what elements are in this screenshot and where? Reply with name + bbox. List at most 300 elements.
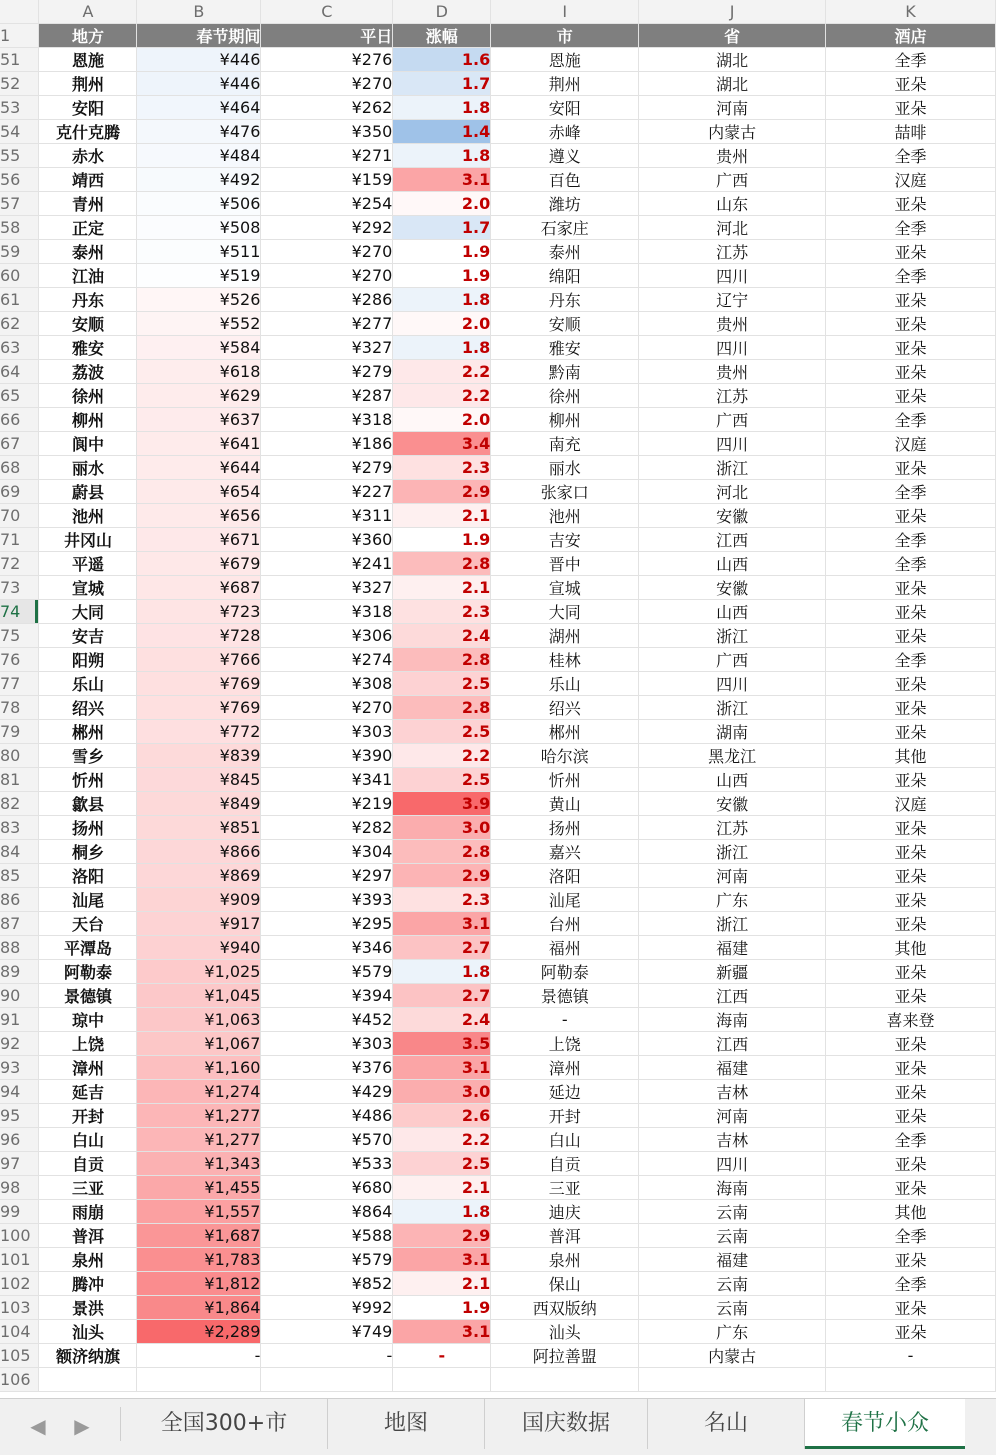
empty-cell[interactable]: [639, 1368, 826, 1392]
province-cell[interactable]: 浙江: [639, 912, 826, 936]
city-cell[interactable]: 乐山: [491, 672, 639, 696]
increase-cell[interactable]: 2.5: [393, 672, 491, 696]
province-cell[interactable]: 浙江: [639, 456, 826, 480]
festival-price-cell[interactable]: ¥446: [137, 72, 261, 96]
festival-price-cell[interactable]: ¥476: [137, 120, 261, 144]
table-row[interactable]: [0, 624, 996, 648]
normal-price-cell[interactable]: ¥318: [261, 600, 393, 624]
table-row[interactable]: [0, 1056, 996, 1080]
province-cell[interactable]: 山西: [639, 600, 826, 624]
row-number[interactable]: 64: [0, 360, 39, 384]
increase-cell[interactable]: 2.2: [393, 744, 491, 768]
increase-cell[interactable]: 2.3: [393, 888, 491, 912]
table-row[interactable]: [0, 1176, 996, 1200]
festival-price-cell[interactable]: ¥584: [137, 336, 261, 360]
place-cell[interactable]: 丹东: [39, 288, 137, 312]
empty-cell[interactable]: [826, 1368, 996, 1392]
row-number[interactable]: 70: [0, 504, 39, 528]
hotel-cell[interactable]: 亚朵: [826, 1032, 996, 1056]
festival-price-cell[interactable]: ¥511: [137, 240, 261, 264]
place-cell[interactable]: 雅安: [39, 336, 137, 360]
hotel-cell[interactable]: 全季: [826, 552, 996, 576]
city-cell[interactable]: 延边: [491, 1080, 639, 1104]
city-cell[interactable]: 扬州: [491, 816, 639, 840]
festival-price-cell[interactable]: ¥1,160: [137, 1056, 261, 1080]
city-cell[interactable]: 西双版纳: [491, 1296, 639, 1320]
normal-price-cell[interactable]: ¥308: [261, 672, 393, 696]
row-number[interactable]: 88: [0, 936, 39, 960]
hotel-cell[interactable]: -: [826, 1344, 996, 1368]
hotel-cell[interactable]: 汉庭: [826, 168, 996, 192]
city-cell[interactable]: 湖州: [491, 624, 639, 648]
row-number[interactable]: 84: [0, 840, 39, 864]
city-cell[interactable]: 张家口: [491, 480, 639, 504]
festival-price-cell[interactable]: ¥464: [137, 96, 261, 120]
column-header-a[interactable]: A: [39, 0, 137, 24]
empty-cell[interactable]: [491, 1368, 639, 1392]
increase-cell[interactable]: 2.6: [393, 1104, 491, 1128]
increase-cell[interactable]: 3.0: [393, 1080, 491, 1104]
city-cell[interactable]: 上饶: [491, 1032, 639, 1056]
empty-cell[interactable]: [261, 1368, 393, 1392]
table-row[interactable]: [0, 48, 996, 72]
normal-price-cell[interactable]: ¥292: [261, 216, 393, 240]
place-cell[interactable]: 三亚: [39, 1176, 137, 1200]
normal-price-cell[interactable]: ¥341: [261, 768, 393, 792]
normal-price-cell[interactable]: ¥227: [261, 480, 393, 504]
table-row[interactable]: [0, 1008, 996, 1032]
festival-price-cell[interactable]: ¥506: [137, 192, 261, 216]
place-cell[interactable]: 恩施: [39, 48, 137, 72]
table-row[interactable]: [0, 888, 996, 912]
normal-price-cell[interactable]: -: [261, 1344, 393, 1368]
increase-cell[interactable]: 2.0: [393, 408, 491, 432]
province-cell[interactable]: 江苏: [639, 240, 826, 264]
row-number[interactable]: 69: [0, 480, 39, 504]
hotel-cell[interactable]: 亚朵: [826, 984, 996, 1008]
table-row[interactable]: [0, 1296, 996, 1320]
place-cell[interactable]: 阳朔: [39, 648, 137, 672]
table-row[interactable]: [0, 552, 996, 576]
table-row[interactable]: [0, 192, 996, 216]
hotel-cell[interactable]: 喆啡: [826, 120, 996, 144]
hotel-cell[interactable]: 亚朵: [826, 672, 996, 696]
header-cell-festival-price[interactable]: 春节期间: [137, 24, 261, 48]
place-cell[interactable]: 荆州: [39, 72, 137, 96]
place-cell[interactable]: 柳州: [39, 408, 137, 432]
table-row[interactable]: [0, 456, 996, 480]
city-cell[interactable]: 丹东: [491, 288, 639, 312]
place-cell[interactable]: 靖西: [39, 168, 137, 192]
province-cell[interactable]: 辽宁: [639, 288, 826, 312]
table-row[interactable]: [0, 576, 996, 600]
table-row[interactable]: [0, 240, 996, 264]
row-number[interactable]: 96: [0, 1128, 39, 1152]
increase-cell[interactable]: 2.8: [393, 648, 491, 672]
hotel-cell[interactable]: 全季: [826, 1224, 996, 1248]
row-number[interactable]: 85: [0, 864, 39, 888]
place-cell[interactable]: 泰州: [39, 240, 137, 264]
hotel-cell[interactable]: 亚朵: [826, 1176, 996, 1200]
festival-price-cell[interactable]: ¥723: [137, 600, 261, 624]
province-cell[interactable]: 广西: [639, 648, 826, 672]
row-number[interactable]: 83: [0, 816, 39, 840]
increase-cell[interactable]: 2.9: [393, 480, 491, 504]
table-row[interactable]: [0, 264, 996, 288]
row-number[interactable]: 56: [0, 168, 39, 192]
hotel-cell[interactable]: 其他: [826, 936, 996, 960]
hotel-cell[interactable]: 亚朵: [826, 720, 996, 744]
festival-price-cell[interactable]: ¥446: [137, 48, 261, 72]
increase-cell[interactable]: 2.7: [393, 936, 491, 960]
normal-price-cell[interactable]: ¥311: [261, 504, 393, 528]
row-number[interactable]: 102: [0, 1272, 39, 1296]
normal-price-cell[interactable]: ¥579: [261, 960, 393, 984]
city-cell[interactable]: 赤峰: [491, 120, 639, 144]
city-cell[interactable]: 吉安: [491, 528, 639, 552]
row-number[interactable]: 1: [0, 24, 39, 48]
place-cell[interactable]: 阿勒泰: [39, 960, 137, 984]
province-cell[interactable]: 福建: [639, 936, 826, 960]
increase-cell[interactable]: 3.1: [393, 912, 491, 936]
tab-spring-festival-niche[interactable]: 春节小众: [805, 1399, 965, 1449]
festival-price-cell[interactable]: ¥849: [137, 792, 261, 816]
city-cell[interactable]: 嘉兴: [491, 840, 639, 864]
place-cell[interactable]: 雨崩: [39, 1200, 137, 1224]
column-header-i[interactable]: I: [491, 0, 639, 24]
scroll-tabs-left-icon[interactable]: ◀: [30, 1414, 46, 1438]
festival-price-cell[interactable]: ¥671: [137, 528, 261, 552]
row-number[interactable]: 65: [0, 384, 39, 408]
city-cell[interactable]: 安顺: [491, 312, 639, 336]
city-cell[interactable]: 大同: [491, 600, 639, 624]
row-number[interactable]: 55: [0, 144, 39, 168]
increase-cell[interactable]: 1.8: [393, 96, 491, 120]
city-cell[interactable]: 石家庄: [491, 216, 639, 240]
province-cell[interactable]: 浙江: [639, 624, 826, 648]
row-number[interactable]: 99: [0, 1200, 39, 1224]
increase-cell[interactable]: 2.2: [393, 360, 491, 384]
province-cell[interactable]: 福建: [639, 1248, 826, 1272]
province-cell[interactable]: 四川: [639, 672, 826, 696]
normal-price-cell[interactable]: ¥376: [261, 1056, 393, 1080]
hotel-cell[interactable]: 全季: [826, 1272, 996, 1296]
increase-cell[interactable]: 1.9: [393, 1296, 491, 1320]
normal-price-cell[interactable]: ¥287: [261, 384, 393, 408]
place-cell[interactable]: 克什克腾: [39, 120, 137, 144]
province-cell[interactable]: 河南: [639, 864, 826, 888]
table-row-empty[interactable]: [0, 1368, 996, 1392]
hotel-cell[interactable]: 亚朵: [826, 840, 996, 864]
row-number[interactable]: 71: [0, 528, 39, 552]
increase-cell[interactable]: 2.8: [393, 552, 491, 576]
place-cell[interactable]: 额济纳旗: [39, 1344, 137, 1368]
province-cell[interactable]: 吉林: [639, 1128, 826, 1152]
row-number[interactable]: 93: [0, 1056, 39, 1080]
increase-cell[interactable]: 2.9: [393, 864, 491, 888]
normal-price-cell[interactable]: ¥276: [261, 48, 393, 72]
increase-cell[interactable]: 3.4: [393, 432, 491, 456]
table-row[interactable]: [0, 816, 996, 840]
province-cell[interactable]: 河南: [639, 1104, 826, 1128]
increase-cell[interactable]: 2.5: [393, 768, 491, 792]
table-row[interactable]: [0, 504, 996, 528]
tab-famous-mountains[interactable]: 名山: [648, 1399, 805, 1449]
increase-cell[interactable]: 1.9: [393, 264, 491, 288]
festival-price-cell[interactable]: ¥637: [137, 408, 261, 432]
place-cell[interactable]: 池州: [39, 504, 137, 528]
hotel-cell[interactable]: 亚朵: [826, 1296, 996, 1320]
row-number[interactable]: 58: [0, 216, 39, 240]
province-cell[interactable]: 贵州: [639, 312, 826, 336]
increase-cell[interactable]: 1.7: [393, 72, 491, 96]
normal-price-cell[interactable]: ¥327: [261, 336, 393, 360]
table-row[interactable]: [0, 1224, 996, 1248]
row-number[interactable]: 105: [0, 1344, 39, 1368]
festival-price-cell[interactable]: ¥766: [137, 648, 261, 672]
normal-price-cell[interactable]: ¥680: [261, 1176, 393, 1200]
city-cell[interactable]: 台州: [491, 912, 639, 936]
place-cell[interactable]: 自贡: [39, 1152, 137, 1176]
hotel-cell[interactable]: 全季: [826, 144, 996, 168]
hotel-cell[interactable]: 亚朵: [826, 288, 996, 312]
table-row[interactable]: [0, 960, 996, 984]
festival-price-cell[interactable]: ¥1,557: [137, 1200, 261, 1224]
city-cell[interactable]: 福州: [491, 936, 639, 960]
place-cell[interactable]: 歙县: [39, 792, 137, 816]
row-number[interactable]: 72: [0, 552, 39, 576]
normal-price-cell[interactable]: ¥304: [261, 840, 393, 864]
festival-price-cell[interactable]: ¥769: [137, 696, 261, 720]
city-cell[interactable]: 汕头: [491, 1320, 639, 1344]
hotel-cell[interactable]: 喜来登: [826, 1008, 996, 1032]
row-number[interactable]: 104: [0, 1320, 39, 1344]
city-cell[interactable]: 黔南: [491, 360, 639, 384]
city-cell[interactable]: 宣城: [491, 576, 639, 600]
hotel-cell[interactable]: 亚朵: [826, 1080, 996, 1104]
table-row[interactable]: [0, 912, 996, 936]
normal-price-cell[interactable]: ¥295: [261, 912, 393, 936]
increase-cell[interactable]: 1.6: [393, 48, 491, 72]
hotel-cell[interactable]: 亚朵: [826, 696, 996, 720]
province-cell[interactable]: 山西: [639, 768, 826, 792]
normal-price-cell[interactable]: ¥346: [261, 936, 393, 960]
place-cell[interactable]: 安顺: [39, 312, 137, 336]
increase-cell[interactable]: 1.8: [393, 960, 491, 984]
hotel-cell[interactable]: 亚朵: [826, 1248, 996, 1272]
row-number[interactable]: 101: [0, 1248, 39, 1272]
city-cell[interactable]: 百色: [491, 168, 639, 192]
row-number[interactable]: 92: [0, 1032, 39, 1056]
festival-price-cell[interactable]: ¥641: [137, 432, 261, 456]
province-cell[interactable]: 吉林: [639, 1080, 826, 1104]
place-cell[interactable]: 延吉: [39, 1080, 137, 1104]
place-cell[interactable]: 上饶: [39, 1032, 137, 1056]
hotel-cell[interactable]: 亚朵: [826, 336, 996, 360]
province-cell[interactable]: 云南: [639, 1224, 826, 1248]
city-cell[interactable]: 安阳: [491, 96, 639, 120]
hotel-cell[interactable]: 亚朵: [826, 912, 996, 936]
increase-cell[interactable]: 2.1: [393, 504, 491, 528]
city-cell[interactable]: -: [491, 1008, 639, 1032]
place-cell[interactable]: 青州: [39, 192, 137, 216]
city-cell[interactable]: 阿勒泰: [491, 960, 639, 984]
city-cell[interactable]: 雅安: [491, 336, 639, 360]
column-header-c[interactable]: C: [261, 0, 393, 24]
normal-price-cell[interactable]: ¥327: [261, 576, 393, 600]
city-cell[interactable]: 南充: [491, 432, 639, 456]
place-cell[interactable]: 荔波: [39, 360, 137, 384]
province-cell[interactable]: 江苏: [639, 384, 826, 408]
table-row[interactable]: [0, 648, 996, 672]
select-all-corner[interactable]: [0, 0, 39, 24]
city-cell[interactable]: 洛阳: [491, 864, 639, 888]
city-cell[interactable]: 白山: [491, 1128, 639, 1152]
normal-price-cell[interactable]: ¥486: [261, 1104, 393, 1128]
province-cell[interactable]: 黑龙江: [639, 744, 826, 768]
increase-cell[interactable]: 2.8: [393, 696, 491, 720]
empty-cell[interactable]: [393, 1368, 491, 1392]
hotel-cell[interactable]: 亚朵: [826, 816, 996, 840]
row-number[interactable]: 95: [0, 1104, 39, 1128]
normal-price-cell[interactable]: ¥429: [261, 1080, 393, 1104]
province-cell[interactable]: 贵州: [639, 360, 826, 384]
festival-price-cell[interactable]: ¥866: [137, 840, 261, 864]
increase-cell[interactable]: 3.1: [393, 1248, 491, 1272]
increase-cell[interactable]: 1.8: [393, 336, 491, 360]
table-row[interactable]: [0, 96, 996, 120]
normal-price-cell[interactable]: ¥241: [261, 552, 393, 576]
city-cell[interactable]: 柳州: [491, 408, 639, 432]
row-number[interactable]: 51: [0, 48, 39, 72]
festival-price-cell[interactable]: ¥845: [137, 768, 261, 792]
province-cell[interactable]: 四川: [639, 1152, 826, 1176]
place-cell[interactable]: 景洪: [39, 1296, 137, 1320]
place-cell[interactable]: 琼中: [39, 1008, 137, 1032]
normal-price-cell[interactable]: ¥360: [261, 528, 393, 552]
festival-price-cell[interactable]: ¥618: [137, 360, 261, 384]
table-row[interactable]: [0, 936, 996, 960]
normal-price-cell[interactable]: ¥219: [261, 792, 393, 816]
table-row[interactable]: [0, 1272, 996, 1296]
festival-price-cell[interactable]: ¥519: [137, 264, 261, 288]
row-number[interactable]: 103: [0, 1296, 39, 1320]
place-cell[interactable]: 开封: [39, 1104, 137, 1128]
normal-price-cell[interactable]: ¥262: [261, 96, 393, 120]
province-cell[interactable]: 贵州: [639, 144, 826, 168]
province-cell[interactable]: 云南: [639, 1272, 826, 1296]
province-cell[interactable]: 湖南: [639, 720, 826, 744]
province-cell[interactable]: 河北: [639, 480, 826, 504]
festival-price-cell[interactable]: ¥1,067: [137, 1032, 261, 1056]
normal-price-cell[interactable]: ¥254: [261, 192, 393, 216]
table-row[interactable]: [0, 144, 996, 168]
header-cell-hotel[interactable]: 酒店: [826, 24, 996, 48]
province-cell[interactable]: 江苏: [639, 816, 826, 840]
increase-cell[interactable]: 2.2: [393, 384, 491, 408]
place-cell[interactable]: 平潭岛: [39, 936, 137, 960]
province-cell[interactable]: 江西: [639, 1032, 826, 1056]
table-row[interactable]: [0, 408, 996, 432]
normal-price-cell[interactable]: ¥579: [261, 1248, 393, 1272]
hotel-cell[interactable]: 全季: [826, 480, 996, 504]
hotel-cell[interactable]: 全季: [826, 648, 996, 672]
row-number[interactable]: 60: [0, 264, 39, 288]
hotel-cell[interactable]: 全季: [826, 264, 996, 288]
header-cell-increase[interactable]: 涨幅: [393, 24, 491, 48]
city-cell[interactable]: 荆州: [491, 72, 639, 96]
city-cell[interactable]: 徐州: [491, 384, 639, 408]
normal-price-cell[interactable]: ¥159: [261, 168, 393, 192]
hotel-cell[interactable]: 亚朵: [826, 192, 996, 216]
increase-cell[interactable]: 3.0: [393, 816, 491, 840]
festival-price-cell[interactable]: ¥492: [137, 168, 261, 192]
column-header-k[interactable]: K: [826, 0, 996, 24]
city-cell[interactable]: 丽水: [491, 456, 639, 480]
header-cell-normal-price[interactable]: 平日: [261, 24, 393, 48]
row-number[interactable]: 54: [0, 120, 39, 144]
place-cell[interactable]: 雪乡: [39, 744, 137, 768]
city-cell[interactable]: 泰州: [491, 240, 639, 264]
place-cell[interactable]: 桐乡: [39, 840, 137, 864]
city-cell[interactable]: 景德镇: [491, 984, 639, 1008]
normal-price-cell[interactable]: ¥286: [261, 288, 393, 312]
table-row[interactable]: [0, 336, 996, 360]
table-row[interactable]: [0, 312, 996, 336]
table-row[interactable]: [0, 1152, 996, 1176]
province-cell[interactable]: 内蒙古: [639, 1344, 826, 1368]
normal-price-cell[interactable]: ¥270: [261, 264, 393, 288]
row-number[interactable]: 77: [0, 672, 39, 696]
tab-map[interactable]: 地图: [328, 1399, 485, 1449]
table-row[interactable]: [0, 384, 996, 408]
normal-price-cell[interactable]: ¥452: [261, 1008, 393, 1032]
festival-price-cell[interactable]: ¥526: [137, 288, 261, 312]
city-cell[interactable]: 哈尔滨: [491, 744, 639, 768]
row-number[interactable]: 97: [0, 1152, 39, 1176]
city-cell[interactable]: 晋中: [491, 552, 639, 576]
increase-cell[interactable]: 2.9: [393, 1224, 491, 1248]
row-number[interactable]: 80: [0, 744, 39, 768]
festival-price-cell[interactable]: ¥1,343: [137, 1152, 261, 1176]
city-cell[interactable]: 三亚: [491, 1176, 639, 1200]
table-row[interactable]: [0, 288, 996, 312]
hotel-cell[interactable]: 亚朵: [826, 624, 996, 648]
tab-national-300-cities[interactable]: 全国300+市: [121, 1399, 328, 1449]
increase-cell[interactable]: 2.3: [393, 456, 491, 480]
hotel-cell[interactable]: 全季: [826, 48, 996, 72]
hotel-cell[interactable]: 亚朵: [826, 456, 996, 480]
table-row[interactable]: [0, 1200, 996, 1224]
increase-cell[interactable]: 2.4: [393, 1008, 491, 1032]
festival-price-cell[interactable]: ¥656: [137, 504, 261, 528]
province-cell[interactable]: 内蒙古: [639, 120, 826, 144]
place-cell[interactable]: 忻州: [39, 768, 137, 792]
normal-price-cell[interactable]: ¥390: [261, 744, 393, 768]
table-row[interactable]: [0, 120, 996, 144]
place-cell[interactable]: 汕头: [39, 1320, 137, 1344]
festival-price-cell[interactable]: ¥1,864: [137, 1296, 261, 1320]
row-number[interactable]: 62: [0, 312, 39, 336]
row-number[interactable]: 87: [0, 912, 39, 936]
increase-cell[interactable]: 2.1: [393, 576, 491, 600]
row-number[interactable]: 61: [0, 288, 39, 312]
row-number[interactable]: 106: [0, 1368, 39, 1392]
city-cell[interactable]: 郴州: [491, 720, 639, 744]
festival-price-cell[interactable]: ¥1,063: [137, 1008, 261, 1032]
festival-price-cell[interactable]: ¥508: [137, 216, 261, 240]
row-number[interactable]: 73: [0, 576, 39, 600]
